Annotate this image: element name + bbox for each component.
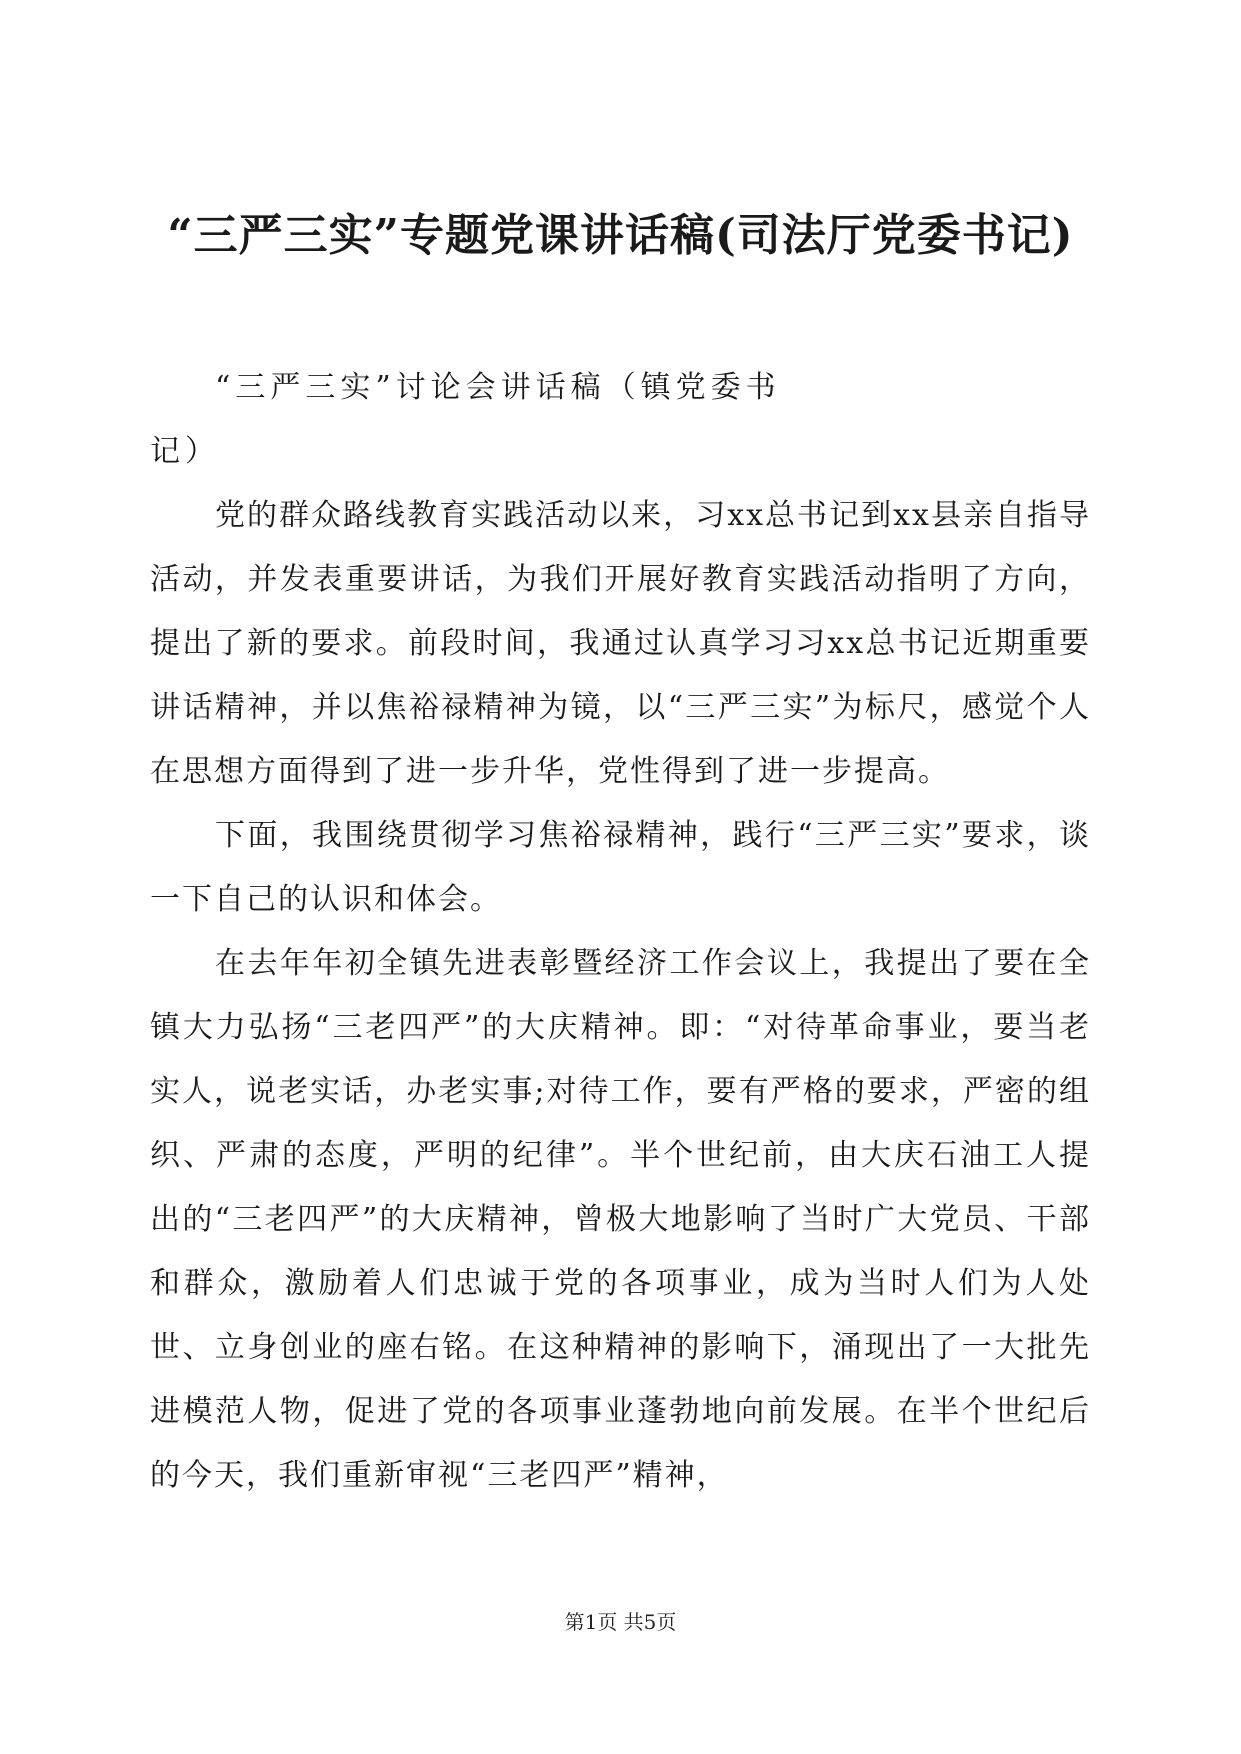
document-title: “三严三实”专题党课讲话稿(司法厅党委书记) [167,210,1074,261]
paragraph-1: 党的群众路线教育实践活动以来，习xx总书记到xx县亲自指导活动，并发表重要讲话，为我们开展好教育实践活动指明了方向，提出了新的要求。前段时间，我通过认真学习习xx总书记近期重要讲话精神，并以焦裕禄精神为镜，以“三严三实”为标尺，感觉个人在思想方面得到了进一步升华，党性得到了进一步提高。 [150,498,1091,789]
page-footer: 第1页 共5页 [564,1610,677,1634]
paragraph-2: 下面，我围绕贯彻学习焦裕禄精神，践行“三严三实”要求，谈一下自己的认识和体会。 [150,818,1091,917]
paragraph-3: 在去年年初全镇先进表彰暨经济工作会议上，我提出了要在全镇大力弘扬“三老四严”的大庆精神。即：“对待革命事业，要当老实人，说老实话，办老实事;对待工作，要有严格的要求，严密的组织、严肃的态度，严明的纪律”。半个世纪前，由大庆石油工人提出的“三老四严”的大庆精神，曾极大地影响了当时广大党员、干部和群众，激励着人们忠诚于党的各项事业，成为当时人们为人处世、立身创业的座右铭。在这种精神的影响下，涌现出了一大批先进模范人物，促进了党的各项事业蓬勃地向前发展。在半个世纪后的今天，我们重新审视“三老四严”精神， [150,946,1091,1493]
document-subtitle: “三严三实”讨论会讲话稿（镇党委书记） [150,370,781,469]
document-body [150,484,1091,1508]
